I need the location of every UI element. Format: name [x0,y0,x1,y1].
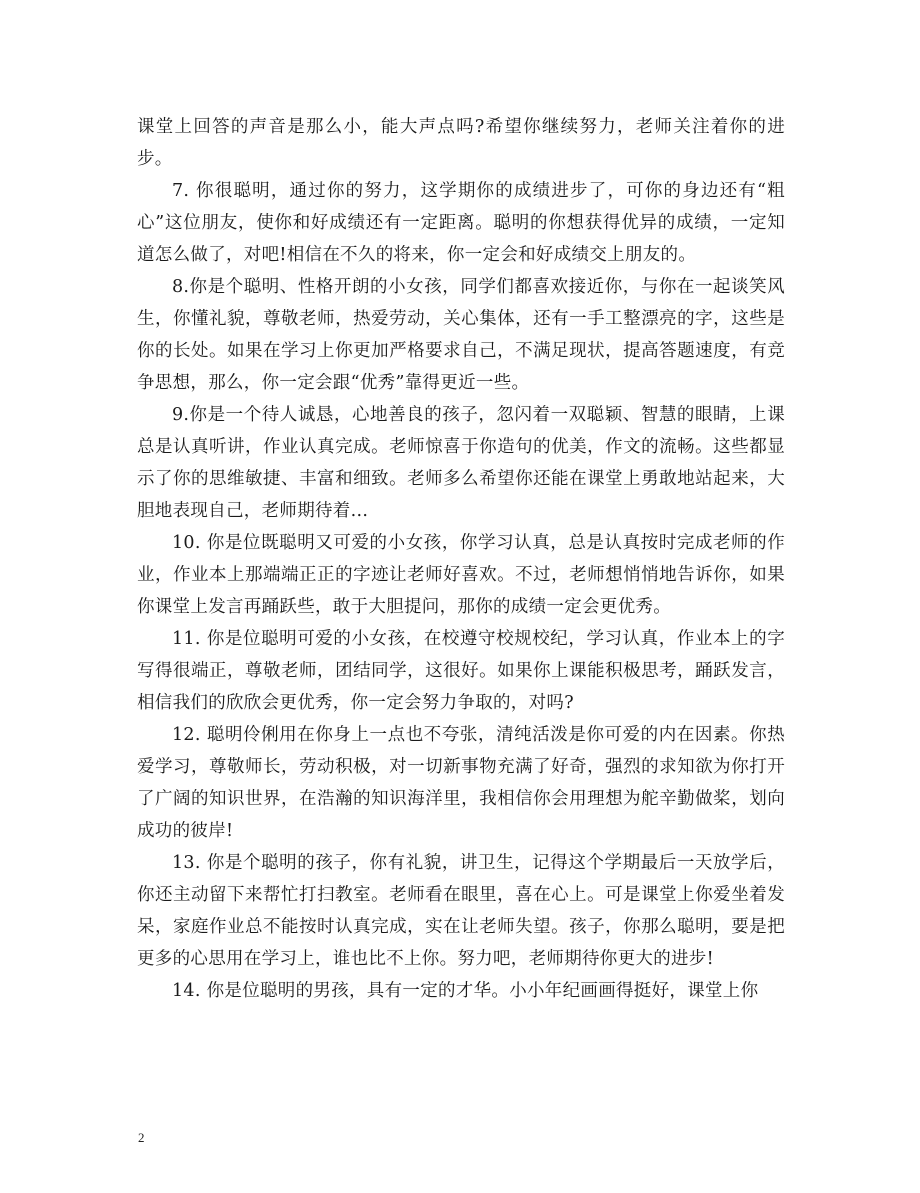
paragraph-item-9: 9.你是一个待人诚恳，心地善良的孩子，忽闪着一双聪颖、智慧的眼睛，上课总是认真听讲，作业认真完成。老师惊喜于你造句的优美，作文的流畅。这些都显示了你的思维敏捷、丰富和细致。老师多么希望你还能在课堂上勇敢地站起来，大胆地表现自己，老师期待着... [137,405,785,521]
document-body [137,111,785,1007]
paragraph-item-10: 10. 你是位既聪明又可爱的小女孩，你学习认真，总是认真按时完成老师的作业，作业本上那端端正正的字迹让老师好喜欢。不过，老师想悄悄地告诉你，如果你课堂上发言再踊跃些，敢于大胆提问，那你的成绩一定会更优秀。 [137,533,785,617]
paragraph-item-12: 12. 聪明伶俐用在你身上一点也不夸张，清纯活泼是你可爱的内在因素。你热爱学习，尊敬师长，劳动积极，对一切新事物充满了好奇，强烈的求知欲为你打开了广阔的知识世界，在浩瀚的知识海洋里，我相信你会用理想为舵辛勤做桨，划向成功的彼岸! [137,725,785,841]
paragraph-item-13: 13. 你是个聪明的孩子，你有礼貌，讲卫生，记得这个学期最后一天放学后，你还主动留下来帮忙打扫教室。老师看在眼里，喜在心上。可是课堂上你爱坐着发呆，家庭作业总不能按时认真完成，实在让老师失望。孩子，你那么聪明，要是把更多的心思用在学习上，谁也比不上你。努力吧，老师期待你更大的进步! [137,853,785,969]
paragraph-continued: 课堂上回答的声音是那么小，能大声点吗?希望你继续努力，老师关注着你的进步。 [137,117,785,169]
page-number: 2 [138,1130,145,1145]
paragraph-item-11: 11. 你是位聪明可爱的小女孩，在校遵守校规校纪，学习认真，作业本上的字写得很端正，尊敬老师，团结同学，这很好。如果你上课能积极思考，踊跃发言，相信我们的欣欣会更优秀，你一定会努力争取的，对吗? [137,629,785,713]
paragraph-item-8: 8.你是个聪明、性格开朗的小女孩，同学们都喜欢接近你，与你在一起谈笑风生，你懂礼貌，尊敬老师，热爱劳动，关心集体，还有一手工整漂亮的字，这些是你的长处。如果在学习上你更加严格要求自己，不满足现状，提高答题速度，有竞争思想，那么，你一定会跟“优秀”靠得更近一些。 [137,277,785,393]
paragraph-item-14: 14. 你是位聪明的男孩，具有一定的才华。小小年纪画画得挺好，课堂上你 [172,981,759,1001]
paragraph-item-7: 7. 你很聪明，通过你的努力，这学期你的成绩进步了，可你的身边还有“粗心”这位朋友，使你和好成绩还有一定距离。聪明的你想获得优异的成绩，一定知道怎么做了，对吧!相信在不久的将来，你一定会和好成绩交上朋友的。 [137,181,785,265]
